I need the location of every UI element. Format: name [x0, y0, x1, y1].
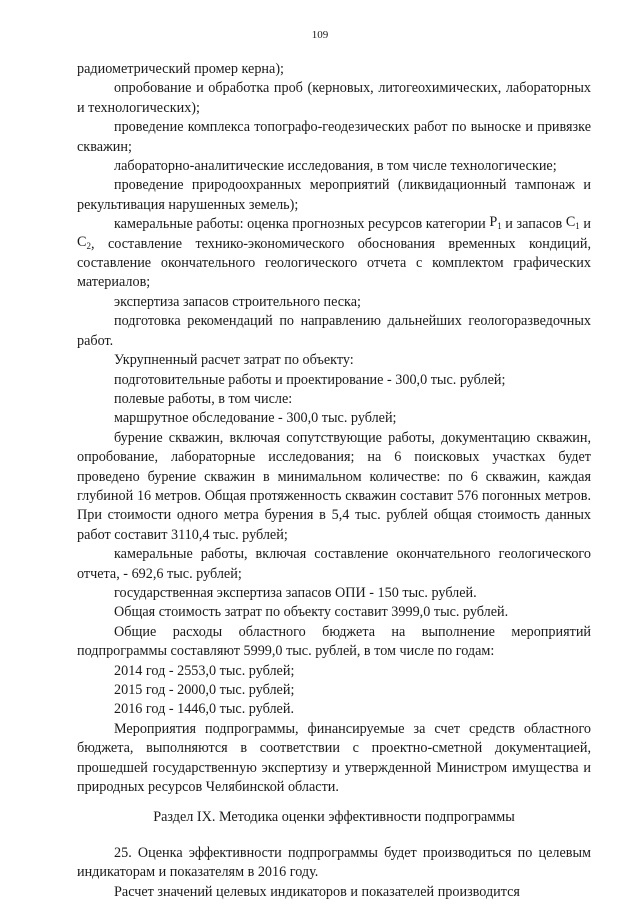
paragraph: государственная экспертиза запасов ОПИ - 150 тыс. рублей.	[114, 584, 477, 601]
paragraph: бурение скважин, включая сопутствующие работы, документацию скважин, опробование, лабораторные исследования; на 6 поисковых участках будет проведено бурение скважин в минимальном количестве: по 6 скважин, каждая глубиной 16 метров. Общая протяженность скважин составит 576 погонных метров. При стоимости одного метра бурения в 5,4 тыс. рублей общая стоимость данных работ составит 3110,4 тыс. рублей;	[77, 429, 591, 543]
section-heading: Раздел IX. Методика оценки эффективности подпрограммы	[153, 809, 515, 826]
category-c1-label: $C_1$	[565, 214, 580, 232]
paragraph: камеральные работы, включая составление окончательного геологического отчета, - 692,6 тыс. рублей;	[77, 546, 591, 582]
paragraph: полевые работы, в том числе:	[114, 390, 293, 407]
text-run: , составление технико-экономического обоснования временных кондиций, составление окончательного геологического отчета с комплектом графических материалов;	[77, 235, 591, 291]
category-c2-label: $C_2$	[77, 233, 91, 251]
paragraph: опробование и обработка проб (керновых, литогеохимических, лабораторных и технологических);	[77, 80, 591, 116]
text-run: и запасов	[501, 216, 566, 233]
paragraph: радиометрический промер керна);	[77, 61, 284, 77]
paragraph: Мероприятия подпрограммы, финансируемые за счет средств областного бюджета, выполняются в соответствии с проектно-сметной документацией, прошедшей государственную экспертизу и утвержденной Министром имущества и природных ресурсов Челябинской области.	[77, 720, 591, 796]
page-number: 109	[311, 29, 329, 41]
paragraph: 25. Оценка эффективности подпрограммы будет производиться по целевым индикаторам и показателям в 2016 году.	[77, 844, 591, 881]
paragraph: подготовка рекомендаций по направлению дальнейших геологоразведочных работ.	[77, 313, 591, 349]
paragraph: проведение природоохранных мероприятий (ликвидационный тампонаж и рекультивация нарушенных земель);	[77, 177, 591, 213]
paragraph: проведение комплекса топографо-геодезических работ по выноске и привязке скважин;	[77, 119, 591, 155]
paragraph: Расчет значений целевых индикаторов и показателей производится	[114, 883, 520, 900]
paragraph: Общая стоимость затрат по объекту составит 3999,0 тыс. рублей.	[114, 604, 509, 621]
paragraph-categories	[77, 215, 591, 293]
document-body	[77, 60, 591, 902]
text-run: камеральные работы: оценка прогнозных ресурсов категории	[114, 216, 490, 233]
paragraph: Общие расходы областного бюджета на выполнение мероприятий подпрограммы составляют 5999,0 тыс. рублей, в том числе по годам:	[77, 623, 591, 660]
paragraph: лабораторно-аналитические исследования, в том числе технологические;	[114, 158, 557, 175]
paragraph: Укрупненный расчет затрат по объекту:	[114, 352, 354, 369]
text-run: и	[579, 216, 591, 233]
paragraph: 2015 год - 2000,0 тыс. рублей;	[114, 682, 295, 698]
paragraph: 2014 год - 2553,0 тыс. рублей;	[114, 662, 295, 679]
paragraph: маршрутное обследование - 300,0 тыс. рублей;	[114, 410, 397, 427]
paragraph: 2016 год - 1446,0 тыс. рублей.	[114, 701, 294, 718]
category-p1-label: $P_1$	[489, 214, 502, 232]
paragraph: подготовительные работы и проектирование - 300,0 тыс. рублей;	[114, 371, 506, 388]
paragraph: экспертиза запасов строительного песка;	[114, 293, 361, 310]
